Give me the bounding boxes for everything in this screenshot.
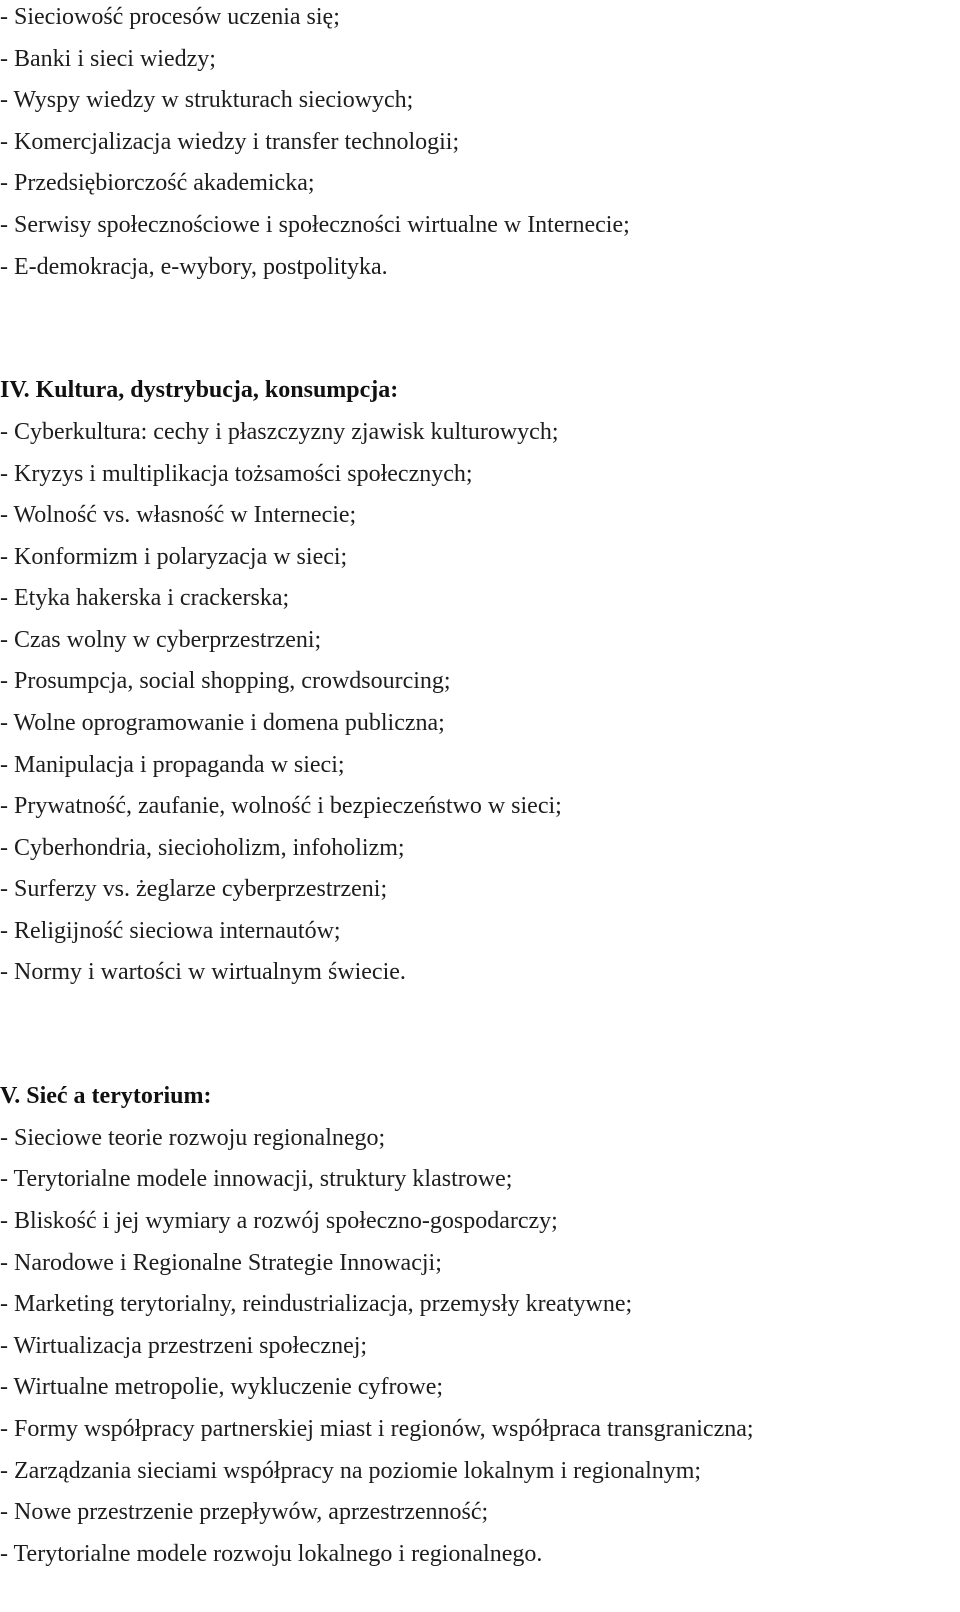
list-item: - Sieciowe teorie rozwoju regionalnego; (0, 1125, 386, 1151)
list-item: - E-demokracja, e-wybory, postpolityka. (0, 254, 388, 280)
list-item: - Serwisy społecznościowe i społeczności wirtualne w Internecie; (0, 212, 630, 238)
list-item: - Marketing terytorialny, reindustrializacja, przemysły kreatywne; (0, 1291, 633, 1317)
list-item: - Wolność vs. własność w Internecie; (0, 502, 357, 528)
list-item: - Wolne oprogramowanie i domena publiczna; (0, 710, 445, 736)
list-item: - Nowe przestrzenie przepływów, aprzestrzenność; (0, 1499, 489, 1525)
list-item: - Cyberkultura: cechy i płaszczyzny zjawisk kulturowych; (0, 419, 559, 445)
section-heading: V. Sieć a terytorium: (0, 1083, 212, 1109)
list-item: - Prywatność, zaufanie, wolność i bezpieczeństwo w sieci; (0, 793, 562, 819)
list-item: - Przedsiębiorczość akademicka; (0, 170, 315, 196)
list-item: - Banki i sieci wiedzy; (0, 46, 216, 72)
list-item: - Cyberhondria, siecioholizm, infoholizm; (0, 835, 405, 861)
list-item: - Surferzy vs. żeglarze cyberprzestrzeni; (0, 876, 388, 902)
list-item: - Wirtualne metropolie, wykluczenie cyfrowe; (0, 1374, 444, 1400)
list-item: - Konformizm i polaryzacja w sieci; (0, 544, 348, 570)
list-item: - Normy i wartości w wirtualnym świecie. (0, 959, 406, 985)
section-heading: IV. Kultura, dystrybucja, konsumpcja: (0, 377, 399, 403)
list-item: - Formy współpracy partnerskiej miast i regionów, współpraca transgraniczna; (0, 1416, 754, 1442)
list-item: - Kryzys i multiplikacja tożsamości społecznych; (0, 461, 473, 487)
list-item: - Czas wolny w cyberprzestrzeni; (0, 627, 322, 653)
list-item: - Narodowe i Regionalne Strategie Innowacji; (0, 1250, 442, 1276)
list-item: - Terytorialne modele innowacji, struktury klastrowe; (0, 1166, 513, 1192)
list-item: - Sieciowość procesów uczenia się; (0, 4, 340, 30)
list-item: - Zarządzania sieciami współpracy na poziomie lokalnym i regionalnym; (0, 1458, 702, 1484)
list-item: - Komercjalizacja wiedzy i transfer technologii; (0, 129, 460, 155)
list-item: - Etyka hakerska i crackerska; (0, 585, 290, 611)
list-item: - Manipulacja i propaganda w sieci; (0, 752, 345, 778)
list-item: - Religijność sieciowa internautów; (0, 918, 341, 944)
list-item: - Wyspy wiedzy w strukturach sieciowych; (0, 87, 414, 113)
list-item: - Prosumpcja, social shopping, crowdsourcing; (0, 668, 451, 694)
list-item: - Terytorialne modele rozwoju lokalnego i regionalnego. (0, 1541, 543, 1567)
list-item: - Bliskość i jej wymiary a rozwój społeczno-gospodarczy; (0, 1208, 558, 1234)
list-item: - Wirtualizacja przestrzeni społecznej; (0, 1333, 368, 1359)
